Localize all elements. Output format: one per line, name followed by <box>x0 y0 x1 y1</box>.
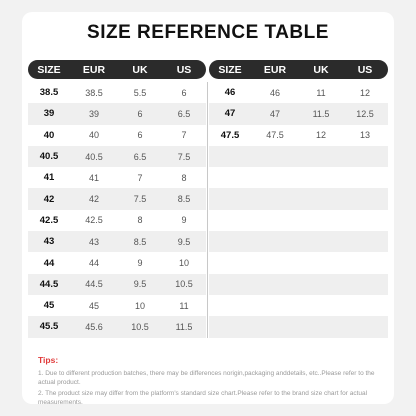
table-row <box>209 252 388 273</box>
table-row <box>209 231 388 252</box>
table-row <box>209 82 388 103</box>
value-cell: 41 <box>88 172 99 183</box>
table-row <box>209 188 388 209</box>
size-cell: 40 <box>43 129 55 141</box>
value-cell: 10.5 <box>131 321 149 332</box>
value-cell: 7 <box>181 130 187 141</box>
value-cell: 38.5 <box>85 87 103 98</box>
value-cell: 10 <box>178 258 189 269</box>
value-cell: 9 <box>137 258 143 269</box>
table-row <box>28 274 206 295</box>
value-cell: 47.5 <box>266 130 284 141</box>
size-table-right <box>209 82 388 338</box>
value-cell: 7.5 <box>177 151 191 162</box>
header-uk: UK <box>132 63 148 76</box>
size-cell: 42.5 <box>39 214 59 226</box>
table-row <box>28 167 206 188</box>
value-cell: 42 <box>88 194 99 205</box>
tip-item: 2. The product size may differ from the platform's standard size chart.Please refer to the brand size chart for actual measurements. <box>38 390 368 406</box>
size-cell: 47.5 <box>220 129 240 141</box>
header-uk: UK <box>313 63 329 76</box>
table-row <box>209 103 388 124</box>
table-row <box>209 146 388 167</box>
table-row <box>28 146 206 167</box>
table-row <box>209 274 388 295</box>
value-cell: 10.5 <box>175 279 193 290</box>
value-cell: 11 <box>179 300 189 311</box>
value-cell: 12 <box>315 130 326 141</box>
size-cell: 44 <box>43 257 55 269</box>
table-header-right <box>209 60 388 79</box>
table-row <box>209 125 388 146</box>
table-row <box>28 316 206 337</box>
table-row <box>28 188 206 209</box>
size-cell: 39 <box>43 108 55 120</box>
tip-item: 1. Due to different production batches, there may be differences norigin,packaging anddetails, etc..Please refer to the actual product. <box>38 370 375 386</box>
value-cell: 6 <box>137 130 143 141</box>
value-cell: 11.5 <box>175 321 193 332</box>
size-cell: 38.5 <box>39 87 59 99</box>
column-divider <box>207 82 208 338</box>
value-cell: 7 <box>137 172 143 183</box>
value-cell: 44 <box>88 258 99 269</box>
value-cell: 8 <box>181 172 187 183</box>
table-row <box>28 252 206 273</box>
value-cell: 12.5 <box>356 108 374 119</box>
value-cell: 43 <box>88 236 99 247</box>
value-cell: 45.6 <box>85 321 103 332</box>
value-cell: 6 <box>181 87 187 98</box>
value-cell: 10 <box>134 300 145 311</box>
page-title: SIZE REFERENCE TABLE <box>87 22 329 43</box>
value-cell: 9.5 <box>177 236 191 247</box>
value-cell: 6.5 <box>133 151 147 162</box>
value-cell: 8.5 <box>133 236 147 247</box>
table-row <box>28 82 206 103</box>
table-row <box>28 125 206 146</box>
table-row <box>28 231 206 252</box>
table-header-left <box>28 60 206 79</box>
value-cell: 11.5 <box>312 108 330 119</box>
size-chart-card <box>22 12 394 404</box>
value-cell: 7.5 <box>133 194 147 205</box>
value-cell: 45 <box>88 300 99 311</box>
table-row <box>209 210 388 231</box>
value-cell: 42.5 <box>85 215 103 226</box>
value-cell: 11 <box>316 87 326 98</box>
size-cell: 43 <box>43 236 55 248</box>
value-cell: 5.5 <box>133 87 147 98</box>
header-us: US <box>176 63 192 76</box>
table-row <box>209 295 388 316</box>
table-row <box>28 295 206 316</box>
size-cell: 45.5 <box>39 321 59 333</box>
header-us: US <box>357 63 373 76</box>
value-cell: 9.5 <box>133 279 147 290</box>
size-cell: 44.5 <box>39 278 59 290</box>
size-table-left <box>28 82 206 338</box>
value-cell: 40 <box>88 130 99 141</box>
tips-title: Tips: <box>38 355 59 365</box>
value-cell: 9 <box>181 215 187 226</box>
header-eur: EUR <box>82 63 106 76</box>
value-cell: 6 <box>137 108 143 119</box>
header-size: SIZE <box>37 63 61 76</box>
value-cell: 44.5 <box>85 279 103 290</box>
table-row <box>28 210 206 231</box>
value-cell: 8 <box>137 215 143 226</box>
value-cell: 13 <box>359 130 370 141</box>
size-cell: 41 <box>43 172 55 184</box>
value-cell: 39 <box>88 108 99 119</box>
value-cell: 47 <box>269 108 280 119</box>
size-cell: 45 <box>43 300 55 312</box>
size-cell: 46 <box>224 87 236 99</box>
value-cell: 40.5 <box>85 151 103 162</box>
table-row <box>28 103 206 124</box>
table-row <box>209 167 388 188</box>
table-row <box>209 316 388 337</box>
header-size: SIZE <box>218 63 242 76</box>
value-cell: 8.5 <box>177 194 191 205</box>
value-cell: 12 <box>359 87 370 98</box>
size-cell: 47 <box>224 108 236 120</box>
value-cell: 6.5 <box>177 108 191 119</box>
header-eur: EUR <box>263 63 287 76</box>
value-cell: 46 <box>269 87 280 98</box>
size-cell: 40.5 <box>39 151 59 163</box>
size-cell: 42 <box>43 193 55 205</box>
